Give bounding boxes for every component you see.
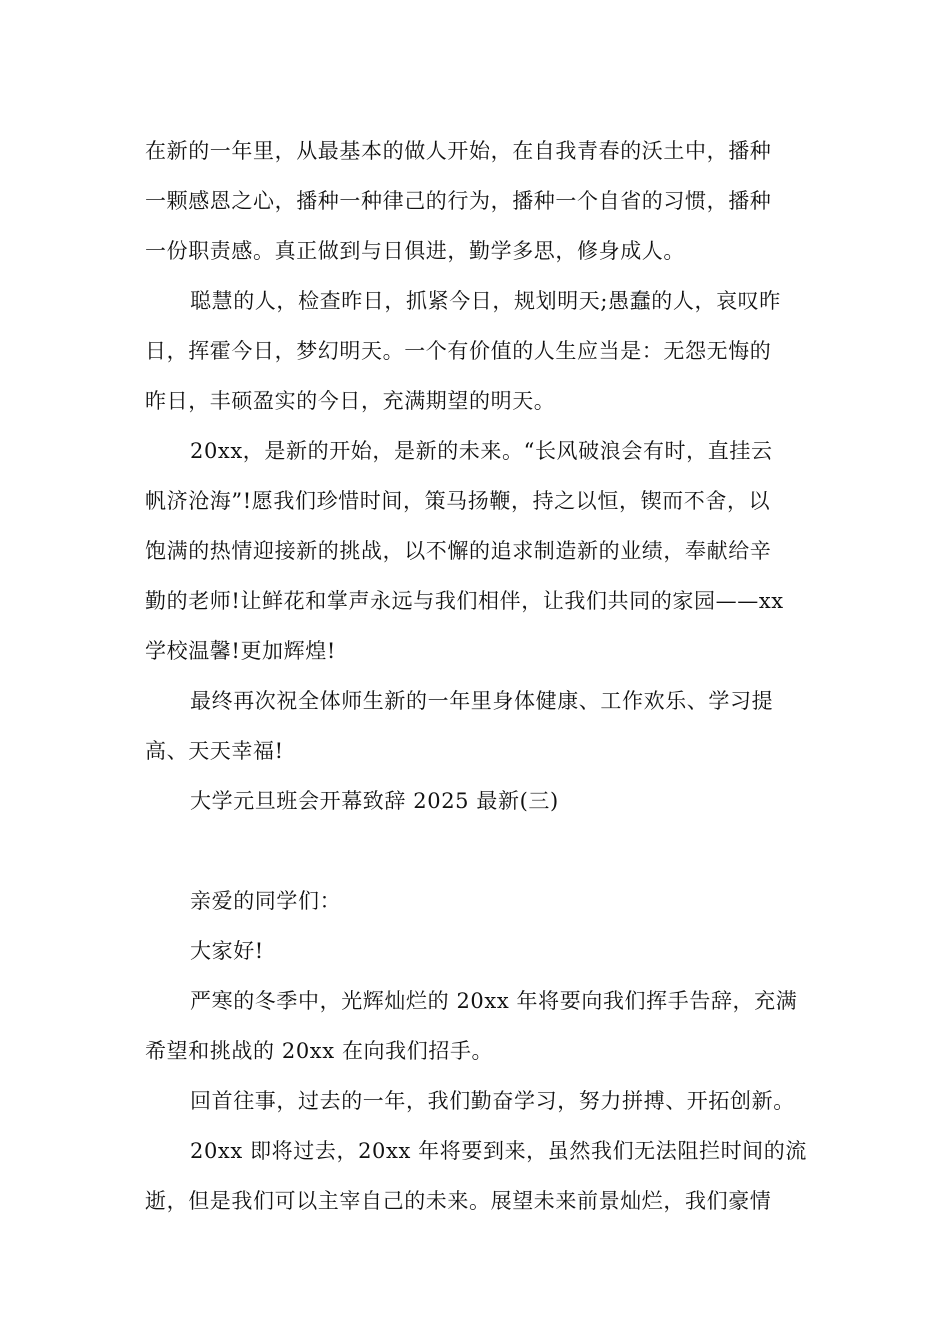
paragraph-line: 勤的老师!让鲜花和掌声永远与我们相伴，让我们共同的家园——xx [145,589,784,613]
paragraph-line: 严寒的冬季中，光辉灿烂的 20xx 年将要向我们挥手告辞，充满 [190,989,798,1013]
paragraph-line: 日，挥霍今日，梦幻明天。一个有价值的人生应当是：无怨无悔的 [145,339,772,363]
paragraph-line: 在新的一年里，从最基本的做人开始，在自我青春的沃土中，播种 [145,139,772,163]
paragraph-line: 希望和挑战的 20xx 在向我们招手。 [145,1039,494,1063]
paragraph-line: 一颗感恩之心，播种一种律己的行为，播种一个自省的习惯，播种 [145,189,772,213]
paragraph-line: 20xx 即将过去，20xx 年将要到来，虽然我们无法阻拦时间的流 [190,1139,807,1163]
paragraph-line: 回首往事，过去的一年，我们勤奋学习，努力拼搏、开拓创新。 [190,1089,795,1113]
paragraph-line: 逝，但是我们可以主宰自己的未来。展望未来前景灿烂，我们豪情 [145,1189,772,1213]
paragraph-line: 一份职责感。真正做到与日俱进，勤学多思，修身成人。 [145,239,685,263]
paragraph-line: 学校温馨!更加辉煌! [145,639,336,663]
paragraph-line: 聪慧的人，检查昨日，抓紧今日，规划明天;愚蠢的人，哀叹昨 [190,289,781,313]
paragraph-line: 最终再次祝全体师生新的一年里身体健康、工作欢乐、学习提 [190,689,774,713]
salutation: 亲爱的同学们： [190,889,342,913]
paragraph-line: 饱满的热情迎接新的挑战，以不懈的追求制造新的业绩，奉献给辛 [145,539,772,563]
paragraph-line: 高、天天幸福! [145,739,284,763]
greeting: 大家好! [190,939,264,963]
paragraph-line: 昨日，丰硕盈实的今日，充满期望的明天。 [145,389,556,413]
paragraph-line: 帆济沧海”!愿我们珍惜时间，策马扬鞭，持之以恒，锲而不舍，以 [145,489,771,513]
section-heading: 大学元旦班会开幕致辞 2025 最新(三) [190,789,559,813]
paragraph-line: 20xx，是新的开始，是新的未来。“长风破浪会有时，直挂云 [190,439,773,463]
